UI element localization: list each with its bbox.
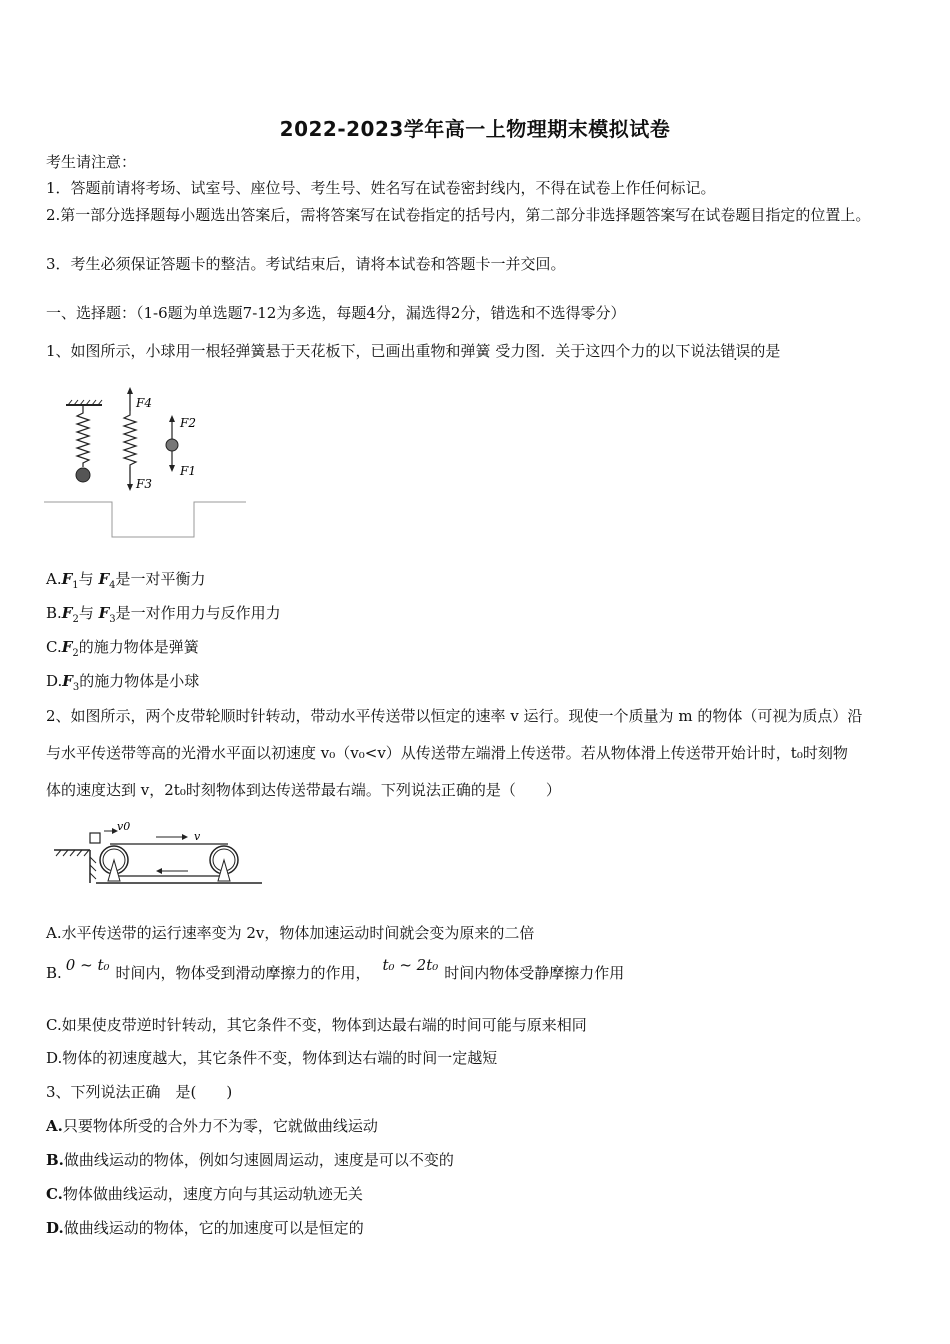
q1-option-d[interactable]: $D.F_3$的施力物体是小球 (46, 672, 200, 693)
notice-item-3: 3．考生必须保证答题卡的整洁。考试结束后，请将本试卷和答题卡一并交回。 (46, 255, 566, 273)
q3-option-d[interactable]: D.做曲线运动的物体，它的加速度可以是恒定的 (46, 1219, 364, 1237)
q2-stem-line1: 2、如图所示，两个皮带轮顺时针转动，带动水平传送带以恒定的速率 v 运行。现使一个质量为 m 的物体（可视为质点）沿 (46, 707, 863, 725)
q1-figure (44, 385, 249, 540)
label-v0: v0 (117, 820, 131, 833)
q1-stem: 1、如图所示，小球用一根轻弹簧悬于天花板下，已画出重物和弹簧 受力图．关于这四个力的以下说法错误的是 (46, 342, 781, 360)
q2-option-d[interactable]: D.物体的初速度越大，其它条件不变，物体到达右端的时间一定越短 (46, 1049, 498, 1067)
q2-stem-line3: 体的速度达到 v，2t₀时刻物体到达传送带最右端。下列说法正确的是（ ） (46, 781, 561, 799)
q1-option-b[interactable]: $B.F_2$与 $F_3$是一对作用力与反作用力 (46, 604, 281, 625)
label-F3: F3 (136, 477, 152, 491)
q2-option-b-math1: 0 ~ t₀ (65, 956, 110, 974)
q1-option-a[interactable]: $A.F_1$与 $F_4$是一对平衡力 (46, 570, 206, 591)
q3-option-c[interactable]: C.物体做曲线运动，速度方向与其运动轨迹无关 (46, 1185, 363, 1203)
q2-option-b[interactable]: B. 0 ~ t₀ 时间内，物体受到滑动摩擦力的作用， t₀ ~ 2t₀ 时间内物体受静摩擦力作用 (46, 956, 625, 982)
label-F4: F4 (136, 396, 152, 410)
q1-stem-emphasis: 错误 (720, 342, 751, 360)
label-v: v (194, 830, 201, 843)
q3-stem: 3、下列说法正确 是( ) (46, 1083, 233, 1101)
q2-option-a[interactable]: A.水平传送带的运行速率变为 2v，物体加速运动时间就会变为原来的二倍 (46, 924, 535, 942)
label-F2: F2 (180, 416, 196, 430)
q2-stem-line2: 与水平传送带等高的光滑水平面以初速度 v₀（v₀<v）从传送带左端滑上传送带。若从物体滑上传送带开始计时，t₀时刻物 (46, 744, 848, 762)
q2-option-b-math2: t₀ ~ 2t₀ (382, 956, 439, 974)
q2-figure (52, 815, 267, 893)
q3-option-b[interactable]: B.做曲线运动的物体，例如匀速圆周运动，速度是可以不变的 (46, 1151, 454, 1169)
page-title: 2022-2023学年高一上物理期末模拟试卷 (279, 117, 671, 141)
notice-item-2: 2.第一部分选择题每小题选出答案后，需将答案写在试卷指定的括号内，第二部分非选择题答案写在试卷题目指定的位置上。 (46, 206, 871, 224)
notice-item-1: 1．答题前请将考场、试室号、座位号、考生号、姓名写在试卷密封线内，不得在试卷上作任何标记。 (46, 179, 716, 197)
q1-option-c[interactable]: $C.F_2$的施力物体是弹簧 (46, 638, 199, 659)
q3-option-a[interactable]: A.只要物体所受的合外力不为零，它就做曲线运动 (46, 1117, 378, 1135)
q2-option-c[interactable]: C.如果使皮带逆时针转动，其它条件不变，物体到达最右端的时间可能与原来相同 (46, 1016, 587, 1034)
notice-heading: 考生请注意： (46, 153, 137, 171)
label-F1: F1 (180, 464, 196, 478)
section-heading: 一、选择题：（1-6题为单选题7-12为多选，每题4分，漏选得2分，错选和不选得零分） (46, 304, 626, 322)
